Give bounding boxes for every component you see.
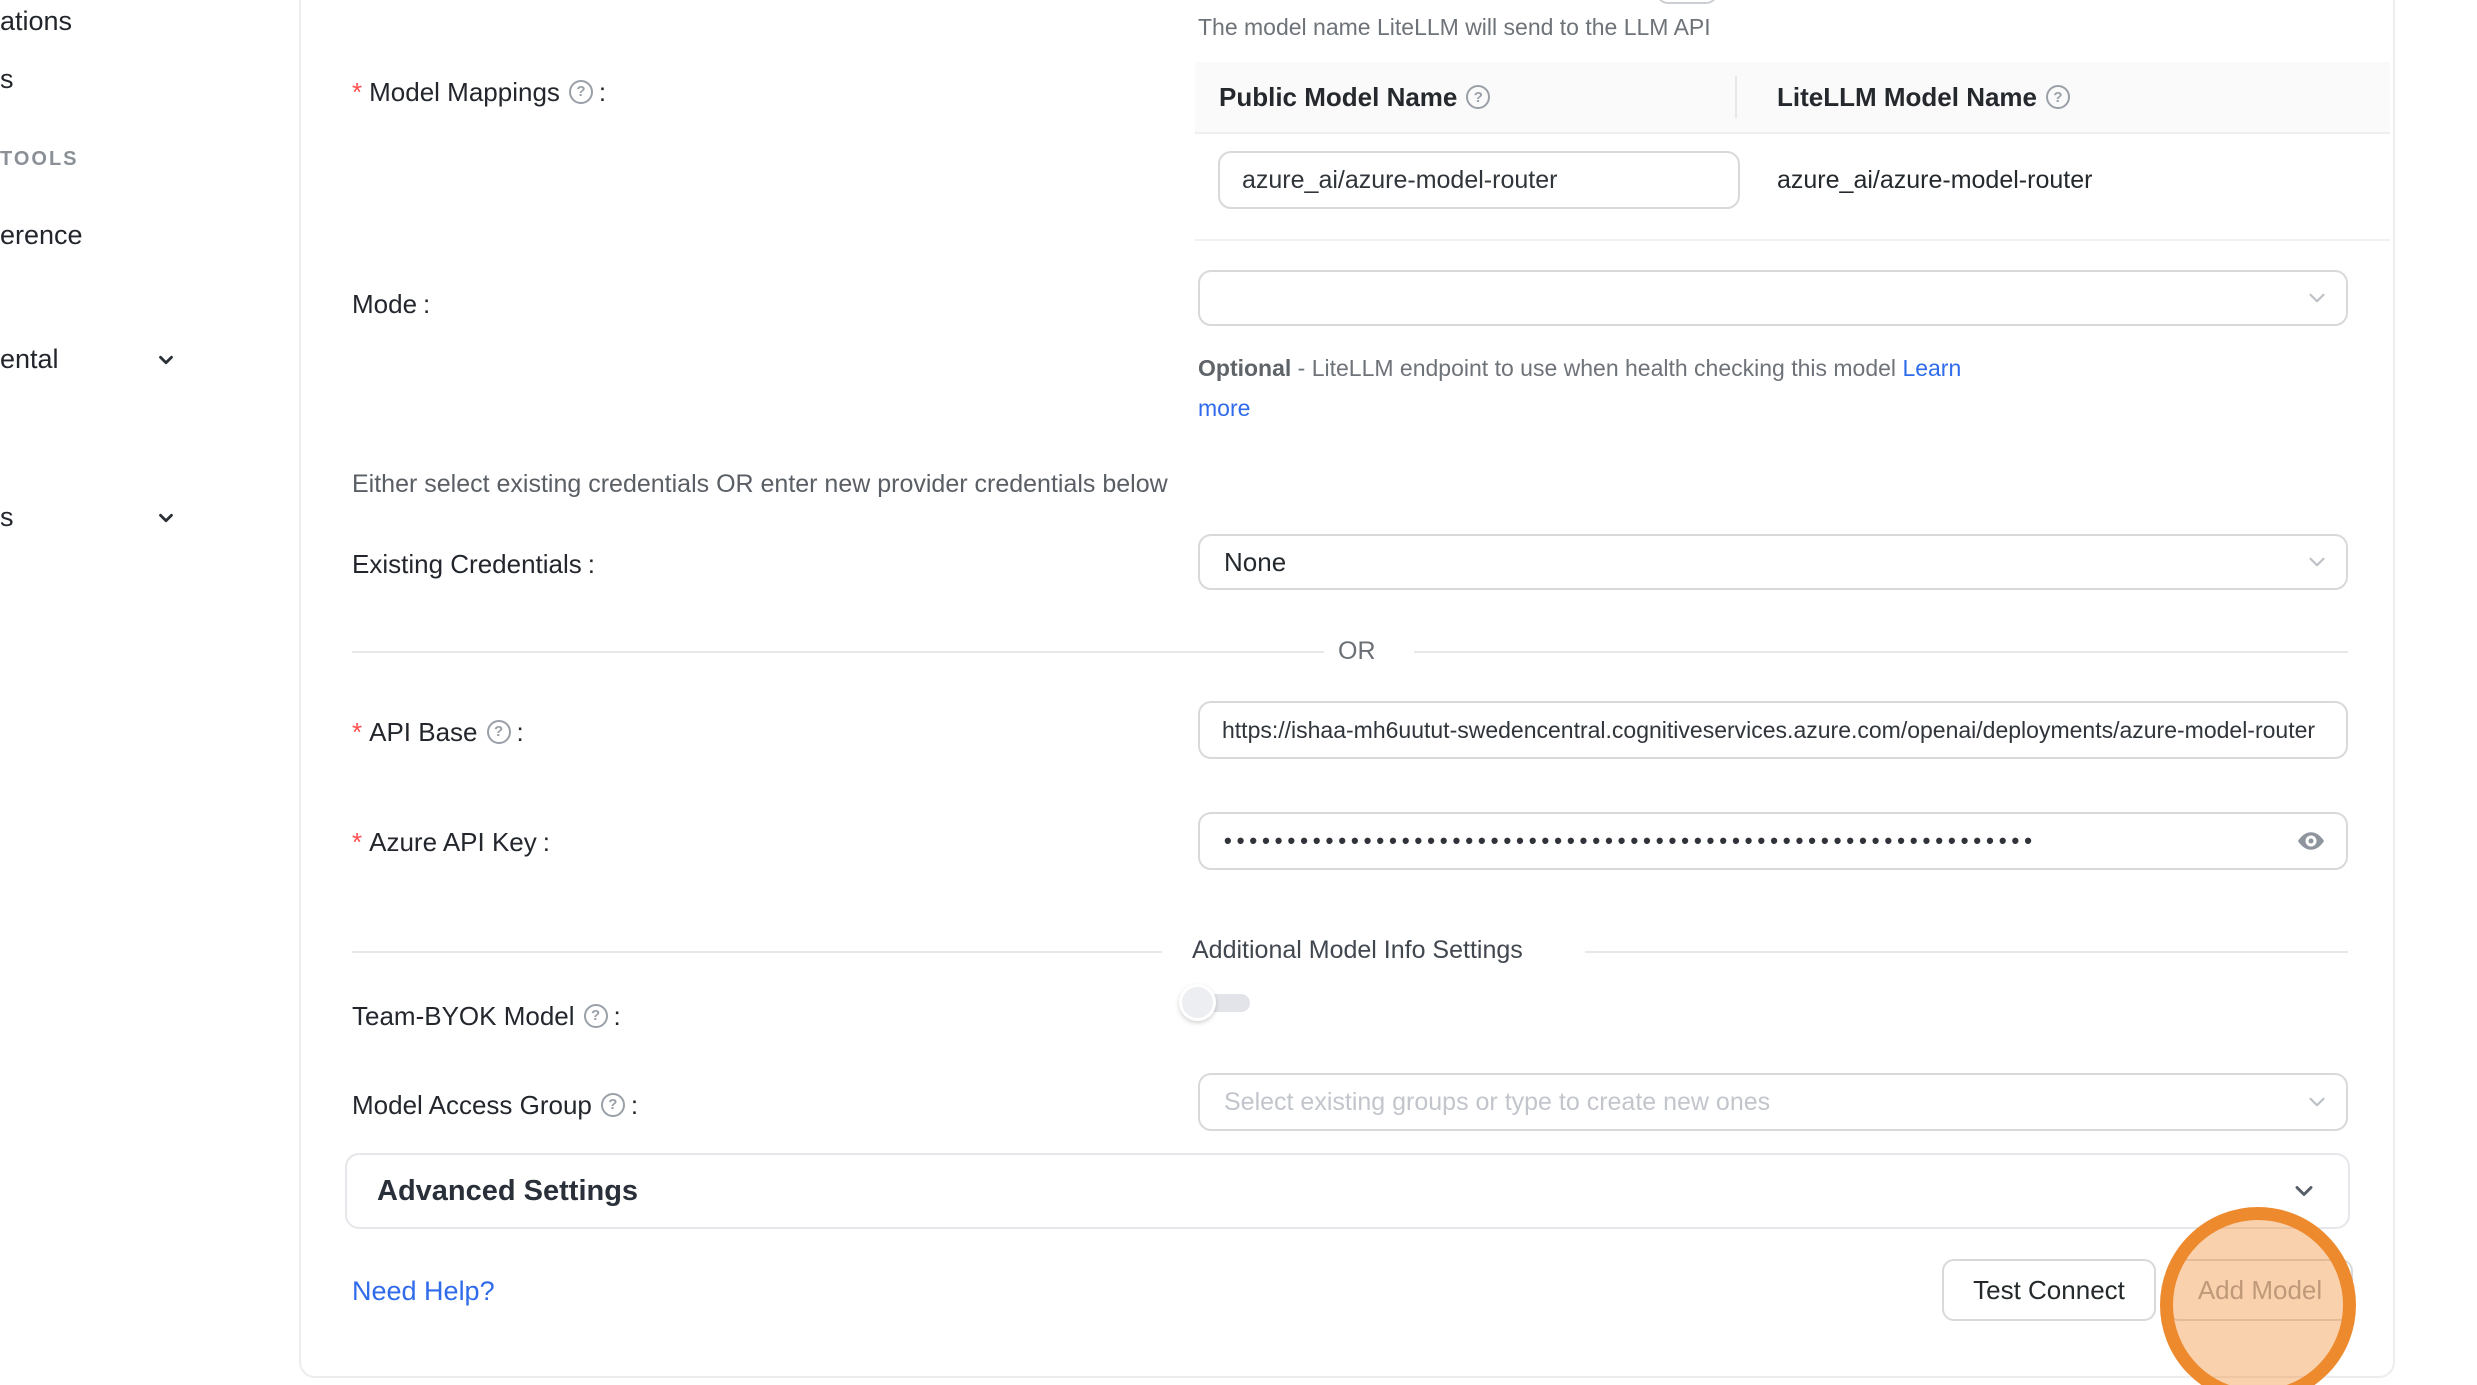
sidebar-item-label: s (0, 502, 14, 532)
help-icon[interactable]: ? (601, 1093, 625, 1117)
chevron-down-icon (2304, 285, 2330, 311)
learn-more-link[interactable]: Learn (1902, 355, 1962, 381)
public-model-name-input[interactable] (1218, 151, 1740, 209)
sidebar-item-settings[interactable] (0, 502, 14, 533)
existing-credentials-label: Existing Credentials : (352, 549, 596, 579)
sidebar-item-label: s (0, 64, 14, 94)
team-byok-toggle-thumb[interactable] (1179, 984, 1216, 1021)
model-mappings-label: * Model Mappings ? : (352, 77, 607, 107)
litellm-model-name-header: LiteLLM Model Name ? (1777, 62, 2070, 132)
model-mappings-table-header (1195, 62, 2390, 134)
advanced-settings-title: Advanced Settings (377, 1174, 639, 1207)
advanced-settings-panel[interactable] (345, 1153, 2350, 1229)
help-icon[interactable]: ? (2046, 85, 2070, 109)
chevron-down-icon (2304, 549, 2330, 575)
public-model-name-header: Public Model Name ? (1219, 62, 1490, 132)
litellm-model-name-value: azure_ai/azure-model-router (1777, 166, 2093, 194)
sidebar-item-label: ental (0, 344, 59, 374)
team-byok-label: Team-BYOK Model ? : (352, 1001, 621, 1031)
header-column-divider (1735, 76, 1737, 118)
chevron-down-icon (155, 507, 177, 529)
help-icon[interactable]: ? (569, 80, 593, 104)
or-divider-line-right (1414, 651, 2348, 653)
model-access-group-placeholder: Select existing groups or type to create new ones (1224, 1087, 1771, 1116)
litellm-model-helper-text: The model name LiteLLM will send to the LLM API (1198, 14, 1711, 40)
chevron-down-icon (2304, 1089, 2330, 1115)
api-base-label: * API Base ? : (352, 717, 524, 747)
api-base-input[interactable] (1198, 701, 2348, 759)
sidebar-item-experimental[interactable] (0, 344, 59, 375)
eye-icon (2293, 826, 2329, 856)
info-divider-title: Additional Model Info Settings (1192, 936, 1523, 964)
model-access-group-select[interactable] (1198, 1073, 2348, 1131)
model-access-group-label: Model Access Group ? : (352, 1090, 639, 1120)
learn-more-link-line2[interactable]: more (1198, 395, 1251, 421)
truncated-field-fragment (1656, 0, 1718, 4)
mode-helper-text: Optional - LiteLLM endpoint to use when health checking this model Learn (1198, 355, 1962, 381)
table-bottom-border (1195, 239, 2390, 241)
required-mark: * (352, 827, 363, 857)
credentials-note: Either select existing credentials OR enter new provider credentials below (352, 470, 1168, 498)
info-divider-line-left (352, 951, 1162, 953)
required-mark: * (352, 77, 363, 107)
chevron-down-icon (155, 349, 177, 371)
need-help-link[interactable]: Need Help? (352, 1276, 495, 1306)
sidebar-section-label: TOOLS (0, 148, 79, 170)
azure-api-key-input[interactable] (1198, 812, 2348, 870)
or-divider-line-left (352, 651, 1324, 653)
existing-credentials-select[interactable] (1198, 534, 2348, 590)
sidebar-item-label: erence (0, 220, 83, 250)
or-divider-text: OR (1338, 637, 1376, 665)
mode-select[interactable] (1198, 270, 2348, 326)
sidebar-item-organizations[interactable] (0, 6, 72, 37)
mode-label: Mode : (352, 289, 431, 319)
sidebar-item-label: ations (0, 6, 73, 36)
info-divider-line-right (1585, 951, 2348, 953)
chevron-down-icon (2290, 1177, 2318, 1205)
sidebar-item-api-reference[interactable] (0, 220, 83, 251)
add-model-button[interactable]: Add Model (2167, 1259, 2353, 1321)
required-mark: * (352, 717, 363, 747)
test-connect-button[interactable]: Test Connect (1942, 1259, 2156, 1321)
existing-credentials-value: None (1224, 546, 1287, 577)
help-icon[interactable]: ? (1466, 85, 1490, 109)
sidebar-section-tools (0, 148, 79, 171)
help-icon[interactable]: ? (584, 1004, 608, 1028)
sidebar-item-users[interactable] (0, 64, 14, 95)
masked-api-key: •••••••••••••••••••••••••••••••••••••••••••••••••••••••••••••••• (1224, 828, 2037, 853)
azure-api-key-label: * Azure API Key : (352, 827, 551, 857)
toggle-visibility-button[interactable] (2292, 824, 2330, 858)
help-icon[interactable]: ? (487, 720, 511, 744)
